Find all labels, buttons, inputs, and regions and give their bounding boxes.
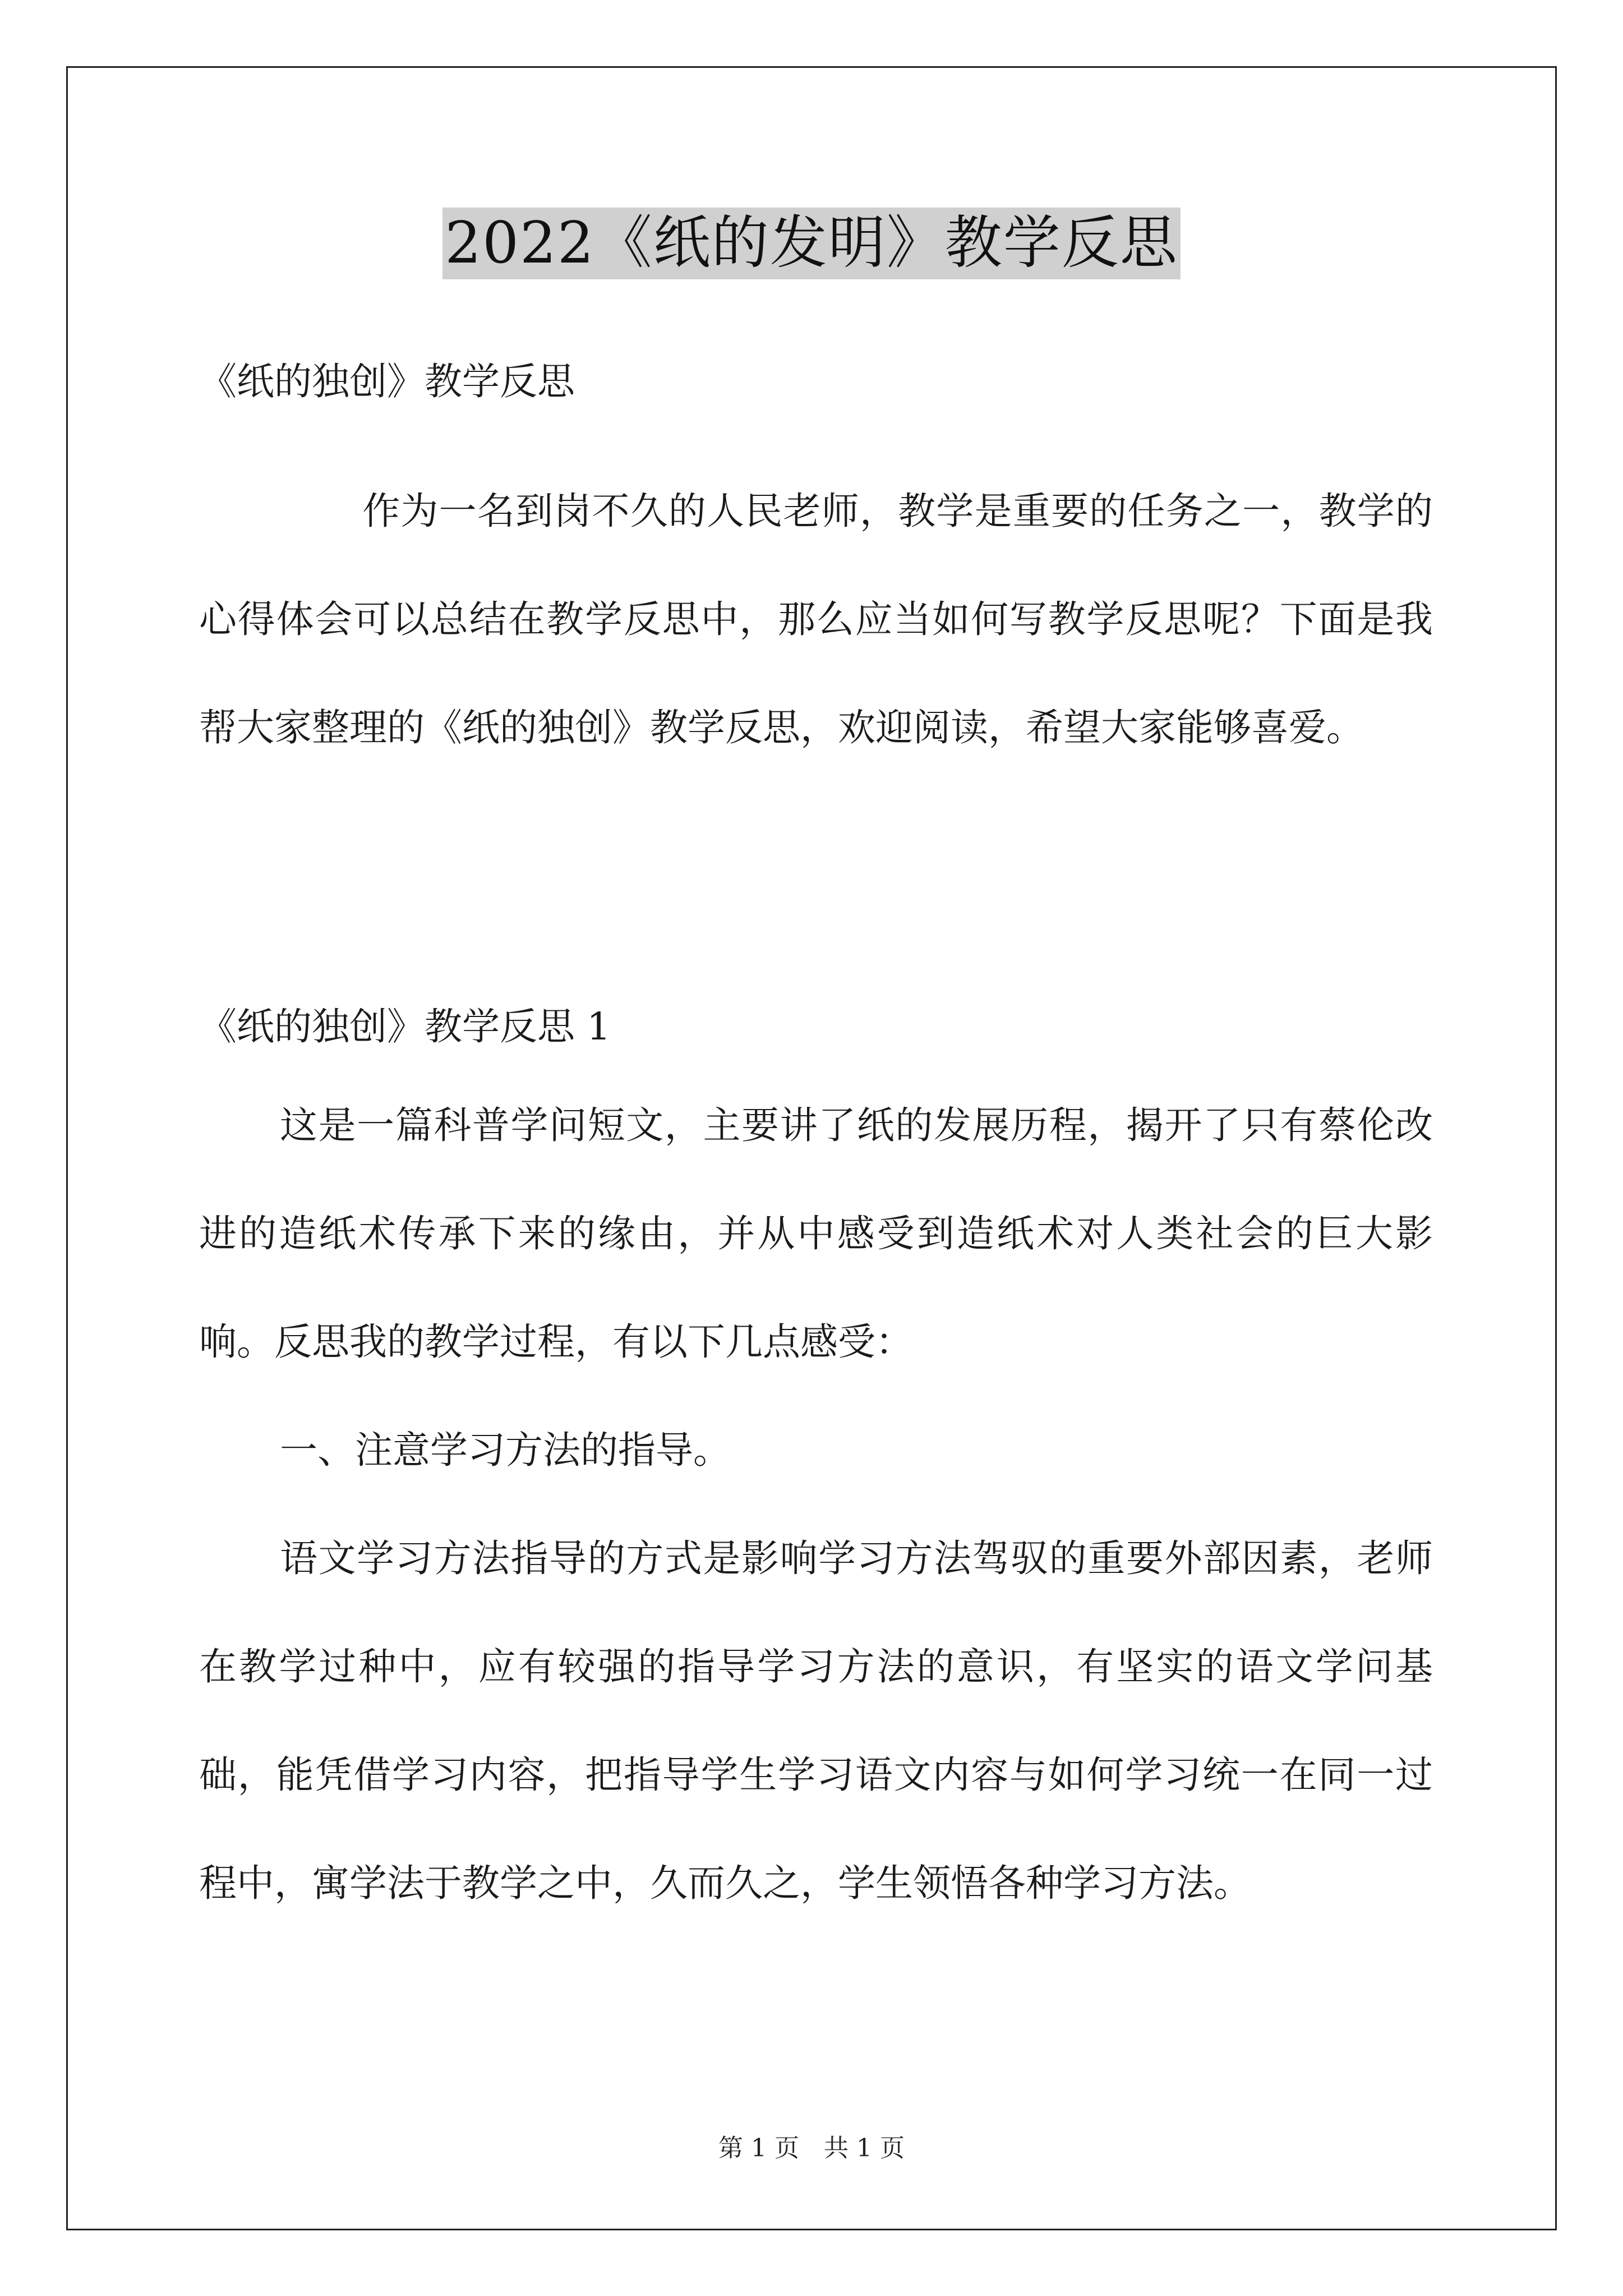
body-paragraph: 语文学习方法指导的方式是影响学习方法驾驭的重要外部因素，老师在教学过种中，应有较强的指导学习方法的意识，有坚实的语文学问基础，能凭借学习内容，把指导学生学习语文内容与如何学习统一在同一过程中，寓学法于教学之中，久而久之，学生领悟各种学习方法。 — [199, 1536, 1433, 1905]
document-title: 2022《纸的发明》教学反思 — [442, 208, 1181, 279]
body-paragraph: 这是一篇科普学问短文，主要讲了纸的发展历程，揭开了只有蔡伦改进的造纸术传承下来的缘由，并从中感受到造纸术对人类社会的巨大影响。反思我的教学过程，有以下几点感受： — [199, 1103, 1433, 1364]
body-paragraph: 一、注意学习方法的指导。 — [280, 1428, 731, 1472]
section-title: 《纸的独创》教学反思 1 — [199, 1005, 611, 1048]
intro-text: 作为一名到岗不久的人民老师，教学是重要的任务之一，教学的心得体会可以总结在教学反思中，那么应当如何写教学反思呢？下面是我帮大家整理的《纸的独创》教学反思，欢迎阅读，希望大家能够喜爱。 — [199, 489, 1433, 749]
document-subtitle: 《纸的独创》教学反思 — [199, 360, 575, 403]
page-footer: 第 1 页 共 1 页 — [718, 2134, 905, 2162]
title-container — [0, 208, 1623, 279]
intro-paragraph — [199, 457, 1433, 782]
